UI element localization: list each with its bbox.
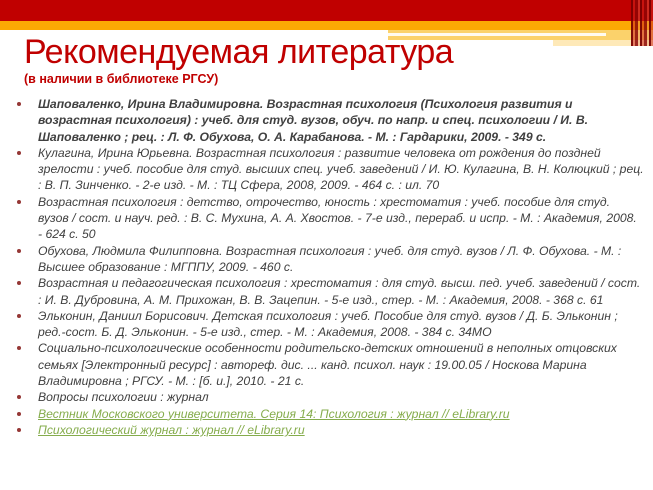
list-item <box>14 422 644 438</box>
reference-text: Шаповаленко, Ирина Владимировна. Возрастная психология (Психология развития и возрастная психология) : учеб. для студ. вузов, обуч. по напр. и спец. психологии / И. В. Шаповаленко ; рец. : Л. Ф. Обухова, О. А. Карабанова. - М. : Гардарики, 2009. - 349 с. <box>38 97 589 144</box>
bullet-icon <box>17 200 21 204</box>
reference-text: Эльконин, Даниил Борисович. Детская психология : учеб. Пособие для студ. вузов / Д. Б. Эльконин ; ред.-сост. Б. Д. Эльконин. - 5-е изд., стер. - М. : Академия, 2008. - 384 с. 34МО <box>38 308 618 340</box>
page-subtitle: (в наличии в библиотеке РГСУ) <box>24 72 219 86</box>
reference-text: Вопросы психологии : журнал <box>38 390 209 405</box>
bullet-icon <box>17 428 21 432</box>
reference-text: Социально-психологические особенности родительско-детских отношений в неполных отцовских семьях [Электронный ресурс] : автореф. дис. ... канд. психол. наук : 19.00.05 / Носкова Марина Владимировна ; РГСУ. - М. : [б. и.], 2010. - 21 с. <box>38 341 617 389</box>
reference-link[interactable]: Психологический журнал : журнал // eLibrary.ru <box>38 422 305 437</box>
list-item <box>14 243 644 276</box>
reference-text: Кулагина, Ирина Юрьевна. Возрастная психология : развитие человека от рождения до поздней зрелости : учеб. пособие для студ. высших спец. учеб. заведений / И. Ю. Кулагина, В. Н. Колюцкий ; рец. : В. П. Зинченко. - 2-е изд. - М. : ТЦ Сфера, 2008, 2009. - 464 с. : ил. 70 <box>38 145 644 193</box>
bullet-icon <box>17 314 21 318</box>
list-item <box>14 389 644 405</box>
header-accent-stripes-icon <box>631 0 653 46</box>
bullet-icon <box>17 151 21 155</box>
list-item <box>14 96 644 145</box>
bullet-icon <box>17 281 21 285</box>
bullet-icon <box>17 395 21 399</box>
bullet-icon <box>17 412 21 416</box>
list-item <box>14 194 644 243</box>
bullet-icon <box>17 346 21 350</box>
header-red-band <box>0 0 653 21</box>
list-item <box>14 275 644 308</box>
reference-text: Обухова, Людмила Филипповна. Возрастная психология : учеб. для студ. вузов / Л. Ф. Обухова. - М. : Высшее образование : МГППУ, 2009. - 460 с. <box>38 243 622 274</box>
bullet-icon <box>17 249 21 253</box>
reference-text: Возрастная психология : детство, отрочество, юность : хрестоматия : учеб. пособие для студ. вузов / сост. и науч. ред. : В. С. Мухина, А. А. Хвостов. - 7-е изд., перераб. и испр. - М. : Академия, 2008. - 624 с. 50 <box>38 194 637 242</box>
bullet-icon <box>17 102 21 106</box>
reference-link[interactable]: Вестник Московского университета. Серия 14: Психология : журнал // eLibrary.ru <box>38 406 510 421</box>
reference-list <box>14 96 644 438</box>
header-orange-band <box>0 21 653 30</box>
list-item <box>14 308 644 341</box>
reference-text: Возрастная и педагогическая психология : хрестоматия : для студ. высш. пед. учеб. заведений / сост. : И. В. Дубровина, А. М. Прихожан, В. В. Зацепин. - 5-е изд., стер. - М. : Академия, 2008. - 368 с. 61 <box>38 276 641 307</box>
list-item <box>14 340 644 389</box>
list-item <box>14 406 644 422</box>
list-item <box>14 145 644 194</box>
page-title: Рекомендуемая литература <box>24 33 454 71</box>
